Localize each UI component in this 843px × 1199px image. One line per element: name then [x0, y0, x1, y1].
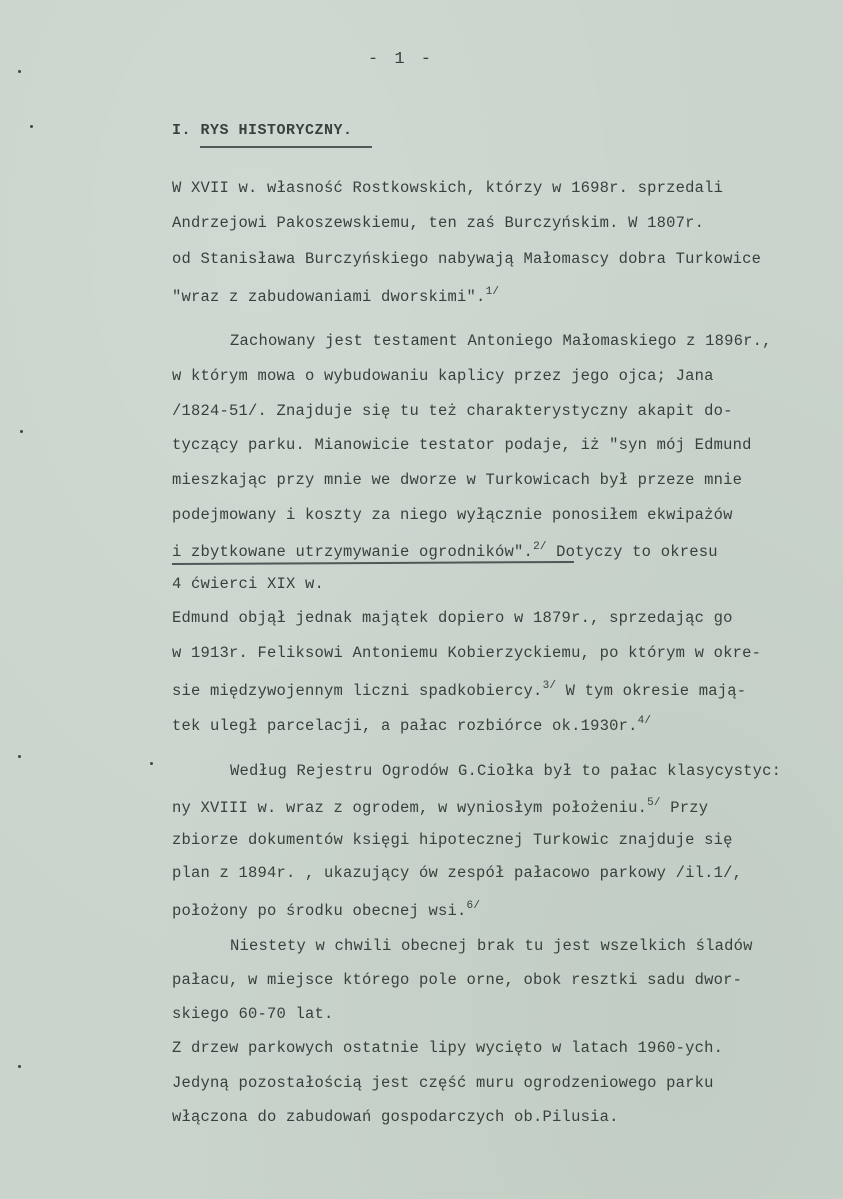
text-line: plan z 1894r. , ukazujący ów zespół pałacowo parkowy /il.1/,: [172, 864, 743, 882]
text-line: w którym mowa o wybudowaniu kaplicy przez jego ojca; Jana: [172, 367, 714, 385]
text-line: ny XVIII w. wraz z ogrodem, w wyniosłym położeniu.$^{5/}$ Przy: [172, 797, 709, 817]
text-line: mieszkając przy mnie we dworze w Turkowicach był przeze mnie: [172, 471, 743, 489]
text-line: Z drzew parkowych ostatnie lipy wycięto w latach 1960-ych.: [172, 1039, 724, 1057]
text-line: i zbytkowane utrzymywanie ogrodników".$^{2/}$ Dotyczy to okresu: [172, 541, 718, 561]
text-line: Edmund objął jednak majątek dopiero w 1879r., sprzedając go: [172, 609, 733, 627]
text-line: Niestety w chwili obecnej brak tu jest wszelkich śladów: [230, 937, 753, 955]
text-line: podejmowany i koszty za niego wyłącznie ponosiłem ekwipażów: [172, 506, 733, 524]
text-line: położony po środku obecnej wsi.$^{6/}$: [172, 900, 481, 920]
text-line: Zachowany jest testament Antoniego Małomaskiego z 1896r.,: [230, 332, 772, 350]
text-line: od Stanisława Burczyńskiego nabywają Małomascy dobra Turkowice: [172, 250, 762, 268]
text-line: pałacu, w miejsce którego pole orne, obok resztki sadu dwor-: [172, 971, 743, 989]
footnote-marker: 4/: [637, 715, 652, 727]
footnote-marker: 2/: [533, 541, 547, 553]
handwritten-underline: [172, 561, 574, 565]
page-number: - 1 -: [368, 50, 435, 69]
footnote-marker: 5/: [647, 797, 661, 809]
text-line: W XVII w. własność Rostkowskich, którzy w 1698r. sprzedali: [172, 179, 724, 197]
footnote-marker: 1/: [485, 286, 500, 298]
footnote-marker: 6/: [466, 900, 481, 912]
margin-dot: [150, 762, 153, 765]
text-line: włączona do zabudowań gospodarczych ob.Pilusia.: [172, 1108, 619, 1126]
margin-dot: [18, 755, 21, 758]
margin-dot: [18, 70, 21, 73]
heading-underline: [200, 146, 372, 148]
text-line: w 1913r. Feliksowi Antoniemu Kobierzyckiemu, po którym w okre-: [172, 644, 762, 662]
text-line: sie międzywojennym liczni spadkobiercy.$^{3/}$ W tym okresie mają-: [172, 680, 747, 700]
text-line: tyczący parku. Mianowicie testator podaje, iż "syn mój Edmund: [172, 436, 752, 454]
text-line: zbiorze dokumentów księgi hipotecznej Turkowic znajduje się: [172, 831, 733, 849]
margin-dot: [18, 1065, 21, 1068]
text-line: "wraz z zabudowaniami dworskimi".$^{1/}$: [172, 286, 500, 306]
text-line: Jedyną pozostałością jest część muru ogrodzeniowego parku: [172, 1074, 714, 1092]
text-line: /1824-51/. Znajduje się tu też charakterystyczny akapit do-: [172, 402, 733, 420]
footnote-marker: 3/: [542, 680, 557, 692]
margin-dot: [30, 125, 33, 128]
margin-dot: [20, 430, 23, 433]
text-line: Andrzejowi Pakoszewskiemu, ten zaś Burczyńskim. W 1807r.: [172, 214, 705, 232]
section-heading: I. RYS HISTORYCZNY.: [172, 122, 353, 139]
text-line: 4 ćwierci XIX w.: [172, 575, 325, 593]
text-line: skiego 60-70 lat.: [172, 1005, 334, 1023]
text-line: Według Rejestru Ogrodów G.Ciołka był to pałac klasycystyc:: [230, 762, 782, 780]
text-line: tek uległ parcelacji, a pałac rozbiórce ok.1930r.$^{4/}$: [172, 715, 652, 735]
